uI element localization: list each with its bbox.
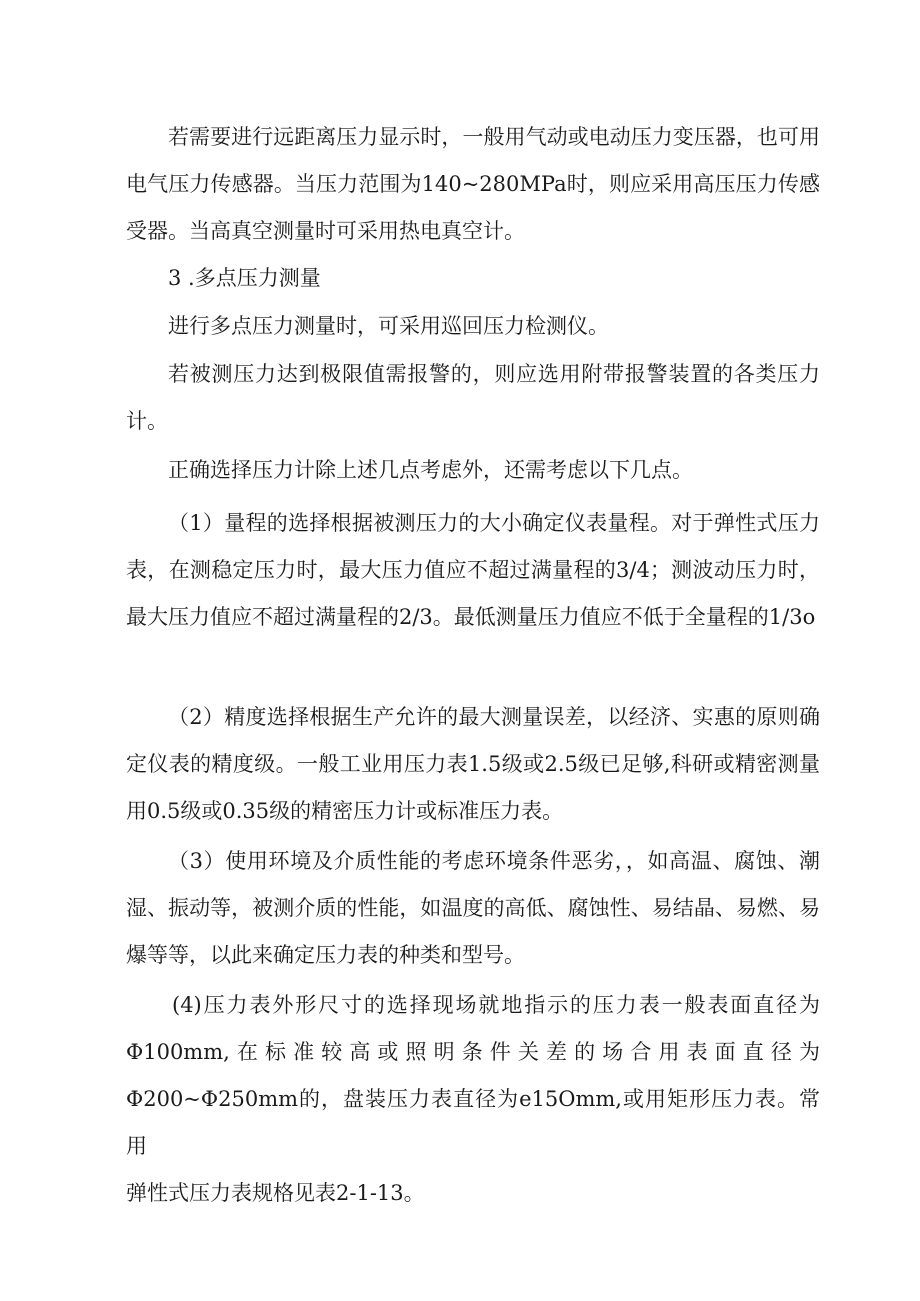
paragraph-multipoint: 进行多点压力测量时，可采用巡回压力检测仪。 [168,314,609,338]
paragraph-remote-pressure: 若需要进行远距离压力显示时，一般用气动或电动压力变压器，也可用电气压力传感器。当压力范围为140~280MPa时，则应采用高压压力传感受器。当高真空测量时可采用热电真空计。 [126,125,820,243]
paragraph-alarm: 若被测压力达到极限值需报警的，则应选用附带报警装置的各类压力计。 [126,362,820,433]
paragraph-dimensions-line-2: Φ100mm,在标准较高或照明条件关差的场合用表面直径为 [126,1040,820,1064]
paragraph-range-selection: （1）量程的选择根据被测压力的大小确定仪表量程。对于弹性式压力表，在测稳定压力时，最大压力值应不超过满量程的3/4；测波动压力时，最大压力值应不超过满量程的2/3。最低测量压力值应不低于全量程的1/3o [126,511,820,629]
paragraph-accuracy-selection: （2）精度选择根据生产允许的最大测量误差，以经济、实惠的原则确定仪表的精度级。一般工业用压力表1.5级或2.5级已足够,科研或精密测量用0.5级或0.35级的精密压力计或标准压力表。 [126,705,820,823]
paragraph-dimensions-line-4: 弹性式压力表规格见表2-1-13。 [126,1181,425,1205]
paragraph-dimensions-line-1: (4)压力表外形尺寸的选择现场就地指示的压力表一般表面直径为 [172,993,820,1017]
paragraph-dimensions-line-3: Φ200~Φ250mm的，盘装压力表直径为e15Omm,或用矩形压力表。常用 [126,1087,820,1158]
paragraph-selection-intro: 正确选择压力计除上述几点考虑外，还需考虑以下几点。 [168,458,693,482]
section-heading-multipoint: 3 .多点压力测量 [168,266,321,290]
paragraph-dimensions [126,982,820,1217]
paragraph-environment: （3）使用环境及介质性能的考虑环境条件恶劣，，如高温、腐蚀、潮湿、振动等，被测介质的性能，如温度的高低、腐蚀性、易结晶、易燃、易爆等等，以此来确定压力表的种类和型号。 [126,849,820,967]
